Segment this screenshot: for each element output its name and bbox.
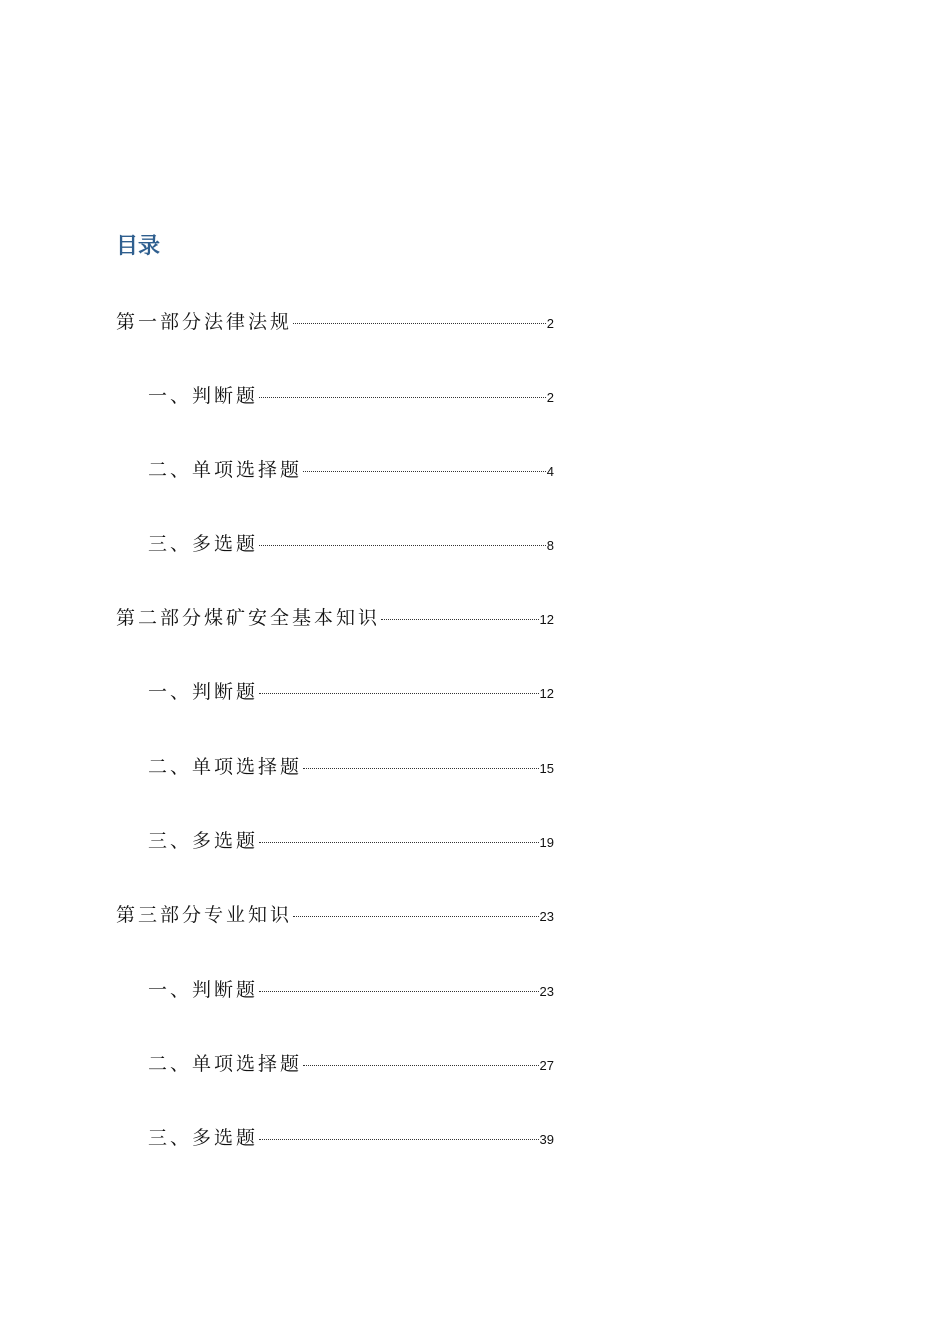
toc-page-number: 2 — [546, 390, 554, 405]
toc-entry-text: 第一部分法律法规 — [116, 311, 293, 333]
toc-title: 目录 — [116, 234, 161, 259]
toc-entry-text: 一、判断题 — [148, 385, 259, 407]
toc-entry-text: 二、单项选择题 — [148, 756, 303, 778]
toc-entry[interactable] — [148, 976, 554, 1004]
toc-entry-text: 三、多选题 — [148, 830, 259, 852]
toc-entry-text: 一、判断题 — [148, 681, 259, 703]
toc-page-number: 19 — [539, 835, 554, 850]
toc-entry[interactable] — [148, 678, 554, 706]
toc-entry-text: 一、判断题 — [148, 979, 259, 1001]
toc-leader-dots — [303, 471, 546, 472]
toc-leader-dots — [303, 768, 539, 769]
toc-leader-dots — [303, 1065, 539, 1066]
toc-entry[interactable] — [148, 827, 554, 855]
toc-entry-text: 三、多选题 — [148, 533, 259, 555]
toc-entry[interactable] — [148, 1050, 554, 1078]
toc-leader-dots — [259, 397, 546, 398]
toc-entry[interactable] — [148, 456, 554, 484]
toc-leader-dots — [259, 545, 546, 546]
toc-leader-dots — [293, 916, 539, 917]
toc-page-number: 39 — [539, 1132, 554, 1147]
toc-page-number: 12 — [539, 686, 554, 701]
toc-entry-text: 三、多选题 — [148, 1127, 259, 1149]
toc-entry-text: 二、单项选择题 — [148, 459, 303, 481]
toc-leader-dots — [293, 323, 546, 324]
toc-page-number: 4 — [546, 464, 554, 479]
toc-entry[interactable] — [116, 308, 554, 336]
toc-page-number: 12 — [539, 612, 554, 627]
toc-entry[interactable] — [116, 604, 554, 632]
toc-entry[interactable] — [116, 901, 554, 929]
toc-page-number: 23 — [539, 984, 554, 999]
toc-page-number: 23 — [539, 909, 554, 924]
toc-entry[interactable] — [148, 753, 554, 781]
toc-leader-dots — [259, 842, 539, 843]
toc-leader-dots — [381, 619, 539, 620]
toc-page-number: 15 — [539, 761, 554, 776]
toc-entry-text: 第二部分煤矿安全基本知识 — [116, 607, 381, 629]
toc-entry[interactable] — [148, 530, 554, 558]
toc-entry-text: 第三部分专业知识 — [116, 904, 293, 926]
toc-page-number: 8 — [546, 538, 554, 553]
toc-entry[interactable] — [148, 382, 554, 410]
toc-leader-dots — [259, 693, 539, 694]
toc-entry[interactable] — [148, 1124, 554, 1152]
toc-page-number: 27 — [539, 1058, 554, 1073]
toc-page-number: 2 — [546, 316, 554, 331]
toc-leader-dots — [259, 991, 539, 992]
toc-entry-text: 二、单项选择题 — [148, 1053, 303, 1075]
toc-leader-dots — [259, 1139, 539, 1140]
